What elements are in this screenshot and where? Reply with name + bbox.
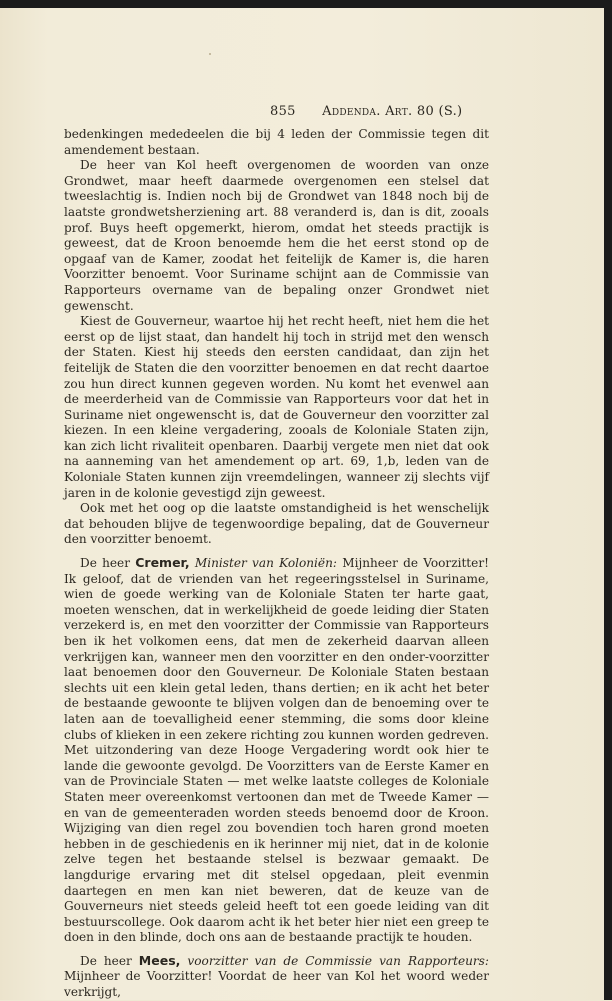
paragraph-gouverneur: Kiest de Gouverneur, waartoe hij het recht heeft, niet hem die het eerst op de lijst staat, dan handelt hij toch in strijd met den wensch der Staten. Kiest hij steeds den eersten candidaat, dan zijn het feitelijk de Staten die den voorzitter benoemen en dat recht daartoe zou hun direct kunnen gegeven worden. Nu komt het evenwel aan de meerderheid van de Commissie van Rapporteurs voor dat het in Suriname niet ongewenscht is, dat de Gouverneur den voorzitter zal kiezen. In een kleine vergadering, zooals de Koloniale Staten zijn, kan zich licht rivaliteit openbaren. Daarbij vergete men niet dat ook na aanneming van het amendement op art. 69, 1,b, leden van de Koloniale Staten kunnen zijn vreemdelingen, wanneer zij slechts vijf jaren in de kolonie gevestigd zijn geweest. bbox=[64, 314, 489, 500]
speaker-role: Minister van Koloniën: bbox=[194, 556, 337, 571]
page-number: 855 bbox=[270, 104, 296, 119]
page-body bbox=[64, 127, 489, 1001]
scan-border-top bbox=[0, 0, 612, 8]
speaker-name: Cremer, bbox=[135, 555, 190, 571]
scan-border-right bbox=[604, 0, 612, 1000]
paragraph-van-kol: De heer van Kol heeft overgenomen de woorden van onze Grondwet, maar heeft daarmede overgenomen een stelsel dat tweeslachtig is. Indien noch bij de Grondwet van 1848 noch bij de laatste grondwetsherziening art. 88 veranderd is, dan is dit, zooals prof. Buys heeft opgemerkt, hierom, omdat het steeds practijk is geweest, dat de Kroon benoemde hem die het eerst stond op de opgaaf van de Kamer, zoodat het feitelijk de Kamer is, die haren Voorzitter benoemt. Voor Suriname schijnt aan de Commissie van Rapporteurs overname van de bepaling onzer Grondwet niet gewenscht. bbox=[64, 158, 489, 313]
speech-cremer bbox=[64, 555, 489, 946]
speech-lead: De heer bbox=[80, 556, 130, 571]
speaker-name: Mees, bbox=[138, 952, 181, 968]
running-header bbox=[270, 104, 462, 119]
speech-mees bbox=[64, 953, 489, 1001]
speech-text: Mijnheer de Voorzitter! Ik geloof, dat de vrienden van het regeeringsstelsel in Suriname, wien de goede werking van de Koloniale Staten ter harte gaat, moeten wenschen, dat in werkelijkheid de goede leiding dier Staten verzekerd is, en met den voorzitter der Commissie van Rapporteurs ben ik het volkomen eens, dat men de zekerheid daarvan alleen verkrijgen kan, wanneer men den voorzitter en den onder-voorzitter laat benoemen door den Gouverneur. De Koloniale Staten bestaan slechts uit een klein getal leden, thans dertien; en ik acht het beter de bestaande gewoonte te blijven volgen dan de benoeming over te laten aan de toevalligheid eener stemming, die soms door kleine clubs of klieken in een zekere richting zou kunnen worden gedreven. Met uitzondering van deze Hooge Vergadering wordt ook hier te lande die gewoonte gevolgd. De Voorzitters van de Eerste Kamer en van de Provinciale Staten — met welke laatste colleges de Koloniale Staten meer overeenkomst vertoonen dan met de Tweede Kamer — en van de gemeenteraden worden steeds benoemd door de Kroon. Wijziging van dien regel zou bovendien toch haren grond moeten hebben in de geschiedenis en ik herinner mij niet, dat in de kolonie zelve tegen het bestaande stelsel is bezwaar gemaakt. De langdurige ervaring met dit stelsel opgedaan, pleit evenmin daartegen en men kan niet beweren, dat de keuze van de Gouverneurs niet steeds geleid heeft tot een goede leiding van dit bestuurscollege. Ook daarom acht ik het beter hier niet een greep te doen in den blinde, doch ons aan de bestaande practijk te houden. bbox=[64, 556, 489, 945]
speech-lead: De heer bbox=[80, 953, 132, 968]
paragraph-continuation: bedenkingen mededeelen die bij 4 leden der Commissie tegen dit amendement bestaan. bbox=[64, 127, 489, 157]
paper-speck bbox=[209, 53, 211, 55]
paragraph-conclusion: Ook met het oog op die laatste omstandigheid is het wenschelijk dat behouden blijve de tegenwoordige bepaling, dat de Gouverneur den voorzitter benoemt. bbox=[64, 501, 489, 547]
section-title: Addenda. Art. 80 (S.) bbox=[322, 104, 463, 119]
speech-text: Mijnheer de Voorzitter! Voordat de heer van Kol het woord weder verkrijgt, bbox=[64, 969, 489, 1000]
speaker-role: voorzitter van de Commissie van Rapporteurs: bbox=[187, 953, 489, 968]
